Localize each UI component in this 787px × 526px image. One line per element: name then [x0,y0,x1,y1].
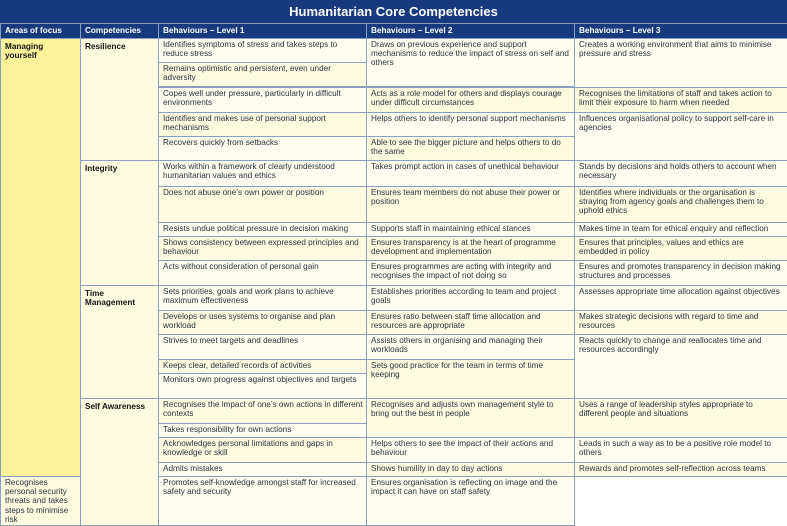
integrity-l1-cell: Does not abuse one’s own power or position [159,187,367,223]
resilience-l3-cell: Influences organisational policy to support self-care in agencies [575,113,787,161]
time-l2-cell: Establishes priorities according to team and project goals [367,286,575,311]
self-l1-cell: Admits mistakes [159,463,367,477]
time-l3-cell: Makes strategic decisions with regard to time and resources [575,311,787,335]
integrity-l1-cell: Shows consistency between expressed principles and behaviour [159,237,367,261]
area-managing-yourself: Managing yourself [1,39,81,477]
header-row [1,24,787,39]
time-l1-cell: Develops or uses systems to organise and plan workload [159,311,367,335]
integrity-l1-cell: Acts without consideration of personal gain [159,261,367,286]
self-l1-cell: Acknowledges personal limitations and gaps in knowledge or skill [159,438,367,463]
self-l3-cell: Leads in such a way as to be a positive role model to others [575,438,787,463]
table-row [1,39,787,63]
table-row [1,161,787,187]
self-l1-cell: Takes responsibility for own actions [159,424,367,438]
competency-integrity: Integrity [81,161,159,286]
time-l1-cell: Monitors own progress against objectives and targets [159,374,367,399]
integrity-l1-cell: Works within a framework of clearly understood humanitarian values and ethics [159,161,367,187]
integrity-l2-cell: Ensures programmes are acting with integrity and recognises the impact of not doing so [367,261,575,286]
header-level-1: Behaviours – Level 1 [159,24,367,39]
integrity-l2-cell: Supports staff in maintaining ethical stances [367,223,575,237]
self-l3-cell: Rewards and promotes self-reflection across teams [575,463,787,477]
integrity-l3-cell: Makes time in team for ethical enquiry and reflection [575,223,787,237]
competency-self-awareness: Self Awareness [81,399,159,526]
resilience-l1-cell: Identifies and makes use of personal support mechanisms [159,113,367,137]
header-level-3: Behaviours – Level 3 [575,24,787,39]
time-l3-cell: Reacts quickly to change and reallocates time and resources accordingly [575,335,787,399]
resilience-l1-cell: Recovers quickly from setbacks [159,137,367,161]
integrity-l3-cell: Ensures that principles, values and ethics are embedded in policy [575,237,787,261]
time-l1-cell: Sets priorities, goals and work plans to achieve maximum effectiveness [159,286,367,311]
header-areas-of-focus: Areas of focus [1,24,81,39]
self-l2-cell: Helps others to see the impact of their actions and behaviour [367,438,575,463]
competency-resilience: Resilience [81,39,159,161]
time-l1-cell: Strives to meet targets and deadlines [159,335,367,360]
competency-table [0,23,787,526]
integrity-l2-cell: Ensures team members do not abuse their power or position [367,187,575,223]
self-l1-cell: Recognises personal security threats and takes steps to minimise risk [1,477,81,526]
integrity-l1-cell: Resists undue political pressure in decision making [159,223,367,237]
integrity-l3-cell: Ensures and promotes transparency in decision making structures and processes [575,261,787,286]
table-title: Humanitarian Core Competencies [0,0,787,23]
header-level-2: Behaviours – Level 2 [367,24,575,39]
resilience-l2-cell: Helps others to identify personal support mechanisms [367,113,575,137]
self-l2-cell: Shows humility in day to day actions [367,463,575,477]
integrity-l2-cell: Takes prompt action in cases of unethical behaviour [367,161,575,187]
integrity-l3-cell: Stands by decisions and holds others to account when necessary [575,161,787,187]
resilience-l2-cell: Able to see the bigger picture and helps others to do the same [367,137,575,161]
integrity-l3-cell: Identifies where individuals or the organisation is straying from agency goals and challenges them to uphold ethics [575,187,787,223]
self-l3-cell: Ensures organisation is reflecting on image and the impact it can have on staff safety [367,477,575,526]
time-l3-cell: Assesses appropriate time allocation against objectives [575,286,787,311]
time-l2-cell: Ensures ratio between staff time allocation and resources are appropriate [367,311,575,335]
self-l3-cell: Uses a range of leadership styles appropriate to different people and situations [575,399,787,438]
resilience-l3-cell: Recognises the limitations of staff and takes action to limit their exposure to harm when needed [575,88,787,113]
table-row [1,286,787,311]
resilience-l2-cell: Acts as a role model for others and displays courage under difficult circumstances [367,88,575,113]
resilience-l1-cell: Identifies symptoms of stress and takes steps to reduce stress [159,39,367,63]
time-l1-cell: Keeps clear, detailed records of activities [159,360,367,374]
competency-time-management: Time Management [81,286,159,399]
integrity-l2-cell: Ensures transparency is at the heart of programme development and implementation [367,237,575,261]
resilience-l3-cell: Creates a working environment that aims to minimise pressure and stress [575,39,787,88]
resilience-l1-cell: Remains optimistic and persistent, even under adversity [159,63,367,87]
time-l2-cell: Assists others in organising and managing their workloads [367,335,575,360]
resilience-l2-cell: Draws on previous experience and support mechanisms to reduce the impact of stress on self and others [367,39,575,87]
self-l2-cell: Recognises and adjusts own management style to bring out the best in people [367,399,575,438]
header-competencies: Competencies [81,24,159,39]
table-row [1,399,787,424]
self-l1-cell: Recognises the impact of one’s own actions in different contexts [159,399,367,424]
resilience-l1-cell: Copes well under pressure, particularly in difficult environments [159,88,367,113]
time-l2-cell: Sets good practice for the team in terms of time keeping [367,360,575,399]
self-l2-cell: Promotes self-knowledge amongst staff for increased safety and security [159,477,367,526]
